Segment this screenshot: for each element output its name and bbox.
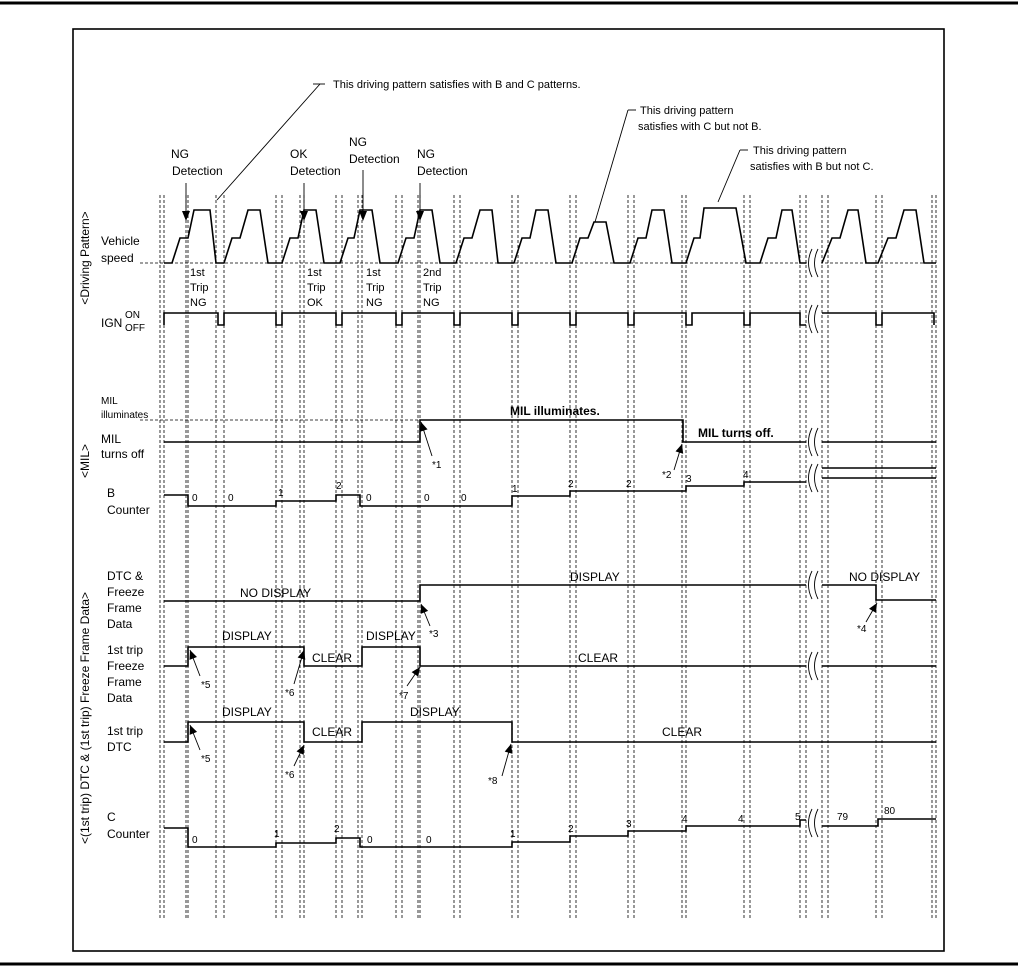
label-vehicle-speed: Vehicle [101, 234, 140, 248]
label-c-counter: C [107, 810, 116, 824]
break-mask [807, 247, 821, 279]
label-dtc-ffd-4: Data [107, 617, 133, 631]
dtc-ffd-no-display: NO DISPLAY [240, 586, 312, 600]
annot-c-not-b-leader [595, 110, 628, 222]
trip-labels [190, 267, 442, 309]
vehicle-speed-trace-continued [822, 210, 936, 263]
c-counter-value: 4 [738, 814, 744, 825]
note-arrowhead [412, 667, 420, 677]
vehicle-speed-trace [164, 208, 806, 263]
label-mil-illuminates: MIL [101, 396, 118, 407]
detection-label-4b: Detection [417, 164, 468, 178]
c-counter-value: 80 [884, 806, 896, 817]
b-counter-value: 0 [424, 493, 430, 504]
note-arrowhead [676, 444, 684, 454]
annot-c-not-b-1: This driving pattern [640, 105, 734, 117]
svg-text:Trip: Trip [366, 282, 385, 294]
c-counter-value: 1 [510, 829, 516, 840]
note-arrowhead [298, 650, 306, 660]
svg-text:NG: NG [190, 297, 207, 309]
note-marker: *4 [857, 624, 867, 635]
first-trip-ffd-clear-2: CLEAR [578, 651, 619, 665]
mil-illuminates-state: MIL illuminates. [510, 404, 600, 418]
label-1st-trip-ffd-2: Freeze [107, 659, 145, 673]
break-mask [807, 426, 821, 458]
svg-text:1st: 1st [366, 267, 381, 279]
c-counter-trace [164, 820, 806, 847]
mil-turns-off-state: MIL turns off. [698, 426, 774, 440]
label-b-counter-2: Counter [107, 503, 150, 517]
label-1st-trip-dtc: 1st trip [107, 724, 144, 738]
break-mask [807, 462, 821, 494]
detection-label-3b: Detection [349, 152, 400, 166]
detection-label-1b: Detection [172, 164, 223, 178]
svg-text:1st: 1st [190, 267, 205, 279]
c-counter-value: 0 [367, 835, 373, 846]
label-b-counter: B [107, 486, 116, 500]
c-counter-value: 2 [334, 824, 340, 835]
label-dtc-ffd-3: Frame [107, 601, 142, 615]
svg-text:OK: OK [307, 297, 323, 309]
b-counter-value: 0 [461, 493, 467, 504]
first-trip-dtc-trace [164, 722, 936, 742]
b-counter-value: 0 [366, 493, 372, 504]
b-counter-trace [164, 482, 806, 506]
note-arrowhead [505, 744, 513, 754]
break-mask [807, 303, 821, 335]
note-marker: *5 [201, 680, 211, 691]
label-vehicle-speed-2: speed [101, 251, 134, 265]
break-mask [807, 569, 821, 601]
label-1st-trip-ffd: 1st trip [107, 643, 144, 657]
c-counter-value: 79 [837, 812, 849, 823]
break-mask [807, 807, 821, 839]
first-trip-ffd-display-2: DISPLAY [366, 629, 416, 643]
ign-trace [164, 313, 806, 325]
ign-trace-continued [822, 313, 934, 325]
first-trip-dtc-display-1: DISPLAY [222, 705, 272, 719]
section-mil: <MIL> [78, 443, 92, 479]
first-trip-ffd-trace [164, 647, 806, 666]
b-counter-value: 2 [568, 479, 574, 490]
detection-label-2b: Detection [290, 164, 341, 178]
b-counter-value: 1 [512, 484, 518, 495]
note-arrowhead [869, 603, 877, 613]
svg-text:NG: NG [423, 297, 440, 309]
section-driving-pattern: <Driving Pattern> [78, 211, 92, 305]
svg-text:Trip: Trip [190, 282, 209, 294]
c-counter-value: 4 [682, 814, 688, 825]
label-ign: IGN [101, 316, 123, 330]
note-marker: *8 [488, 776, 498, 787]
note-marker: *6 [285, 770, 295, 781]
detection-label-2: OK [290, 147, 308, 161]
label-dtc-ffd-2: Freeze [107, 585, 145, 599]
dtc-ffd-no-display-end: NO DISPLAY [849, 570, 921, 584]
note-marker: *1 [432, 460, 442, 471]
dtc-ffd-display: DISPLAY [570, 570, 620, 584]
label-mil-off: MIL [101, 432, 122, 446]
c-counter-value: 3 [626, 819, 632, 830]
svg-text:1st: 1st [307, 267, 322, 279]
annot-bc-leader [217, 84, 320, 200]
label-ign-on: ON [125, 310, 140, 321]
svg-text:2nd: 2nd [423, 267, 442, 279]
note-marker: *2 [662, 470, 672, 481]
note-marker: *5 [201, 754, 211, 765]
label-dtc-ffd: DTC & [107, 569, 143, 583]
section-dtc-freeze-frame: <(1st trip) DTC & (1st trip) Freeze Frame Data> [78, 591, 92, 845]
b-counter-value: 4 [743, 470, 749, 481]
b-counter-value: 2 [336, 481, 342, 492]
annot-b-not-c-leader [718, 150, 740, 202]
first-trip-dtc-clear-2: CLEAR [662, 725, 703, 739]
detection-label-4: NG [417, 147, 435, 161]
note-marker: *3 [429, 629, 439, 640]
annot-bc-patterns: This driving pattern satisfies with B and C patterns. [333, 79, 581, 91]
note-marker: *7 [399, 691, 409, 702]
first-trip-ffd-display-1: DISPLAY [222, 629, 272, 643]
c-counter-value: 5 [795, 812, 801, 823]
first-trip-dtc-clear-1: CLEAR [312, 725, 353, 739]
break-mask [807, 650, 821, 682]
annot-b-not-c-1: This driving pattern [753, 145, 847, 157]
note-arrowhead [189, 650, 196, 660]
c-counter-value: 1 [274, 829, 280, 840]
label-mil-illuminates-2: illuminates [101, 410, 149, 421]
note-arrowhead [420, 422, 428, 432]
dtc-ffd-trace-continued [822, 585, 936, 600]
first-trip-dtc-display-2: DISPLAY [410, 705, 460, 719]
label-1st-trip-ffd-4: Data [107, 691, 133, 705]
first-trip-ffd-clear-1: CLEAR [312, 651, 353, 665]
annot-c-not-b-2: satisfies with C but not B. [638, 121, 762, 133]
label-c-counter-2: Counter [107, 827, 150, 841]
b-counter-value: 3 [686, 474, 692, 485]
svg-text:NG: NG [366, 297, 383, 309]
label-1st-trip-dtc-2: DTC [107, 740, 132, 754]
c-counter-value: 2 [568, 824, 574, 835]
time-break-markers [807, 247, 821, 839]
b-counter-value: 1 [278, 488, 284, 499]
svg-text:Trip: Trip [307, 282, 326, 294]
c-counter-value: 0 [192, 835, 198, 846]
annot-b-not-c-2: satisfies with B but not C. [750, 161, 874, 173]
svg-text:Trip: Trip [423, 282, 442, 294]
b-counter-value: 0 [228, 493, 234, 504]
detection-label-3: NG [349, 135, 367, 149]
detection-label-1: NG [171, 147, 189, 161]
b-counter-value: 2 [626, 479, 632, 490]
c-counter-value: 0 [426, 835, 432, 846]
note-markers [189, 422, 877, 787]
b-counter-value: 0 [192, 493, 198, 504]
note-marker: *6 [285, 688, 295, 699]
label-ign-off: OFF [125, 323, 145, 334]
label-mil-off-2: turns off [101, 447, 145, 461]
label-1st-trip-ffd-3: Frame [107, 675, 142, 689]
